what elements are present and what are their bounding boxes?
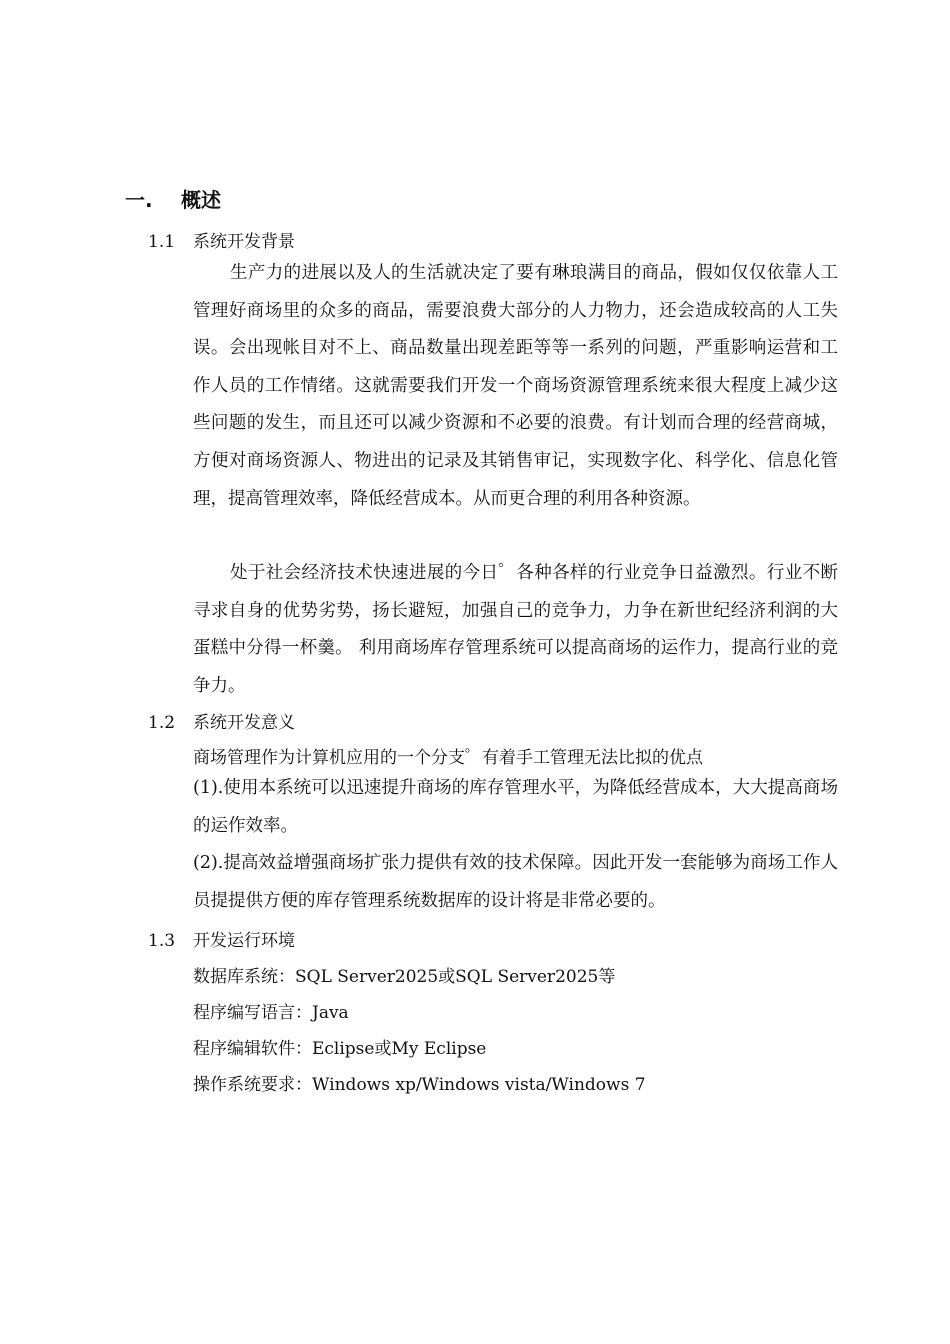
section-title: 系统开发意义 — [193, 713, 295, 733]
chapter-title: 概述 — [181, 188, 221, 212]
body-paragraph: 处于社会经济技术快速进展的今日゜各种各样的行业竞争日益激烈。行业不断寻求自身的优势劣势，扬长避短，加强自己的竞争力，力争在新世纪经济利润的大蛋糕中分得一杯羹。 利用商场库存管理系统可以提高商场的运作力，提高行业的竞争力。 — [193, 563, 838, 696]
section-title: 开发运行环境 — [193, 931, 295, 951]
section-heading-1-1 — [148, 227, 295, 252]
section-intro: 商场管理作为计算机应用的一个分支゜有着手工管理无法比拟的优点 — [193, 748, 703, 768]
section-number: 1.2 — [148, 713, 176, 733]
env-line-language: 程序编写语言：Java — [193, 1003, 349, 1023]
env-line-os: 操作系统要求：Windows xp/Windows vista/Windows 7 — [193, 1075, 646, 1095]
section-heading-1-3 — [148, 926, 295, 951]
section-number: 1.3 — [148, 931, 176, 951]
env-line-editor: 程序编辑软件：Eclipse或My Eclipse — [193, 1039, 487, 1059]
chapter-heading — [125, 184, 221, 213]
body-paragraph: 生产力的进展以及人的生活就决定了要有琳琅满目的商品，假如仅仅依靠人工管理好商场里的众多的商品，需要浪费大部分的人力物力，还会造成较高的人工失误。会出现帐目对不上、商品数量出现差距等等一系列的问题，严重影响运营和工作人员的工作情绪。这就需要我们开发一个商场资源管理系统来很大程度上减少这些问题的发生，而且还可以减少资源和不必要的浪费。有计划而合理的经营商城，方便对商场资源人、物进出的记录及其销售审记，实现数字化、科学化、信息化管理，提高管理效率，降低经营成本。从而更合理的利用各种资源。 — [193, 263, 838, 509]
section-title: 系统开发背景 — [193, 232, 295, 252]
list-item: (1).使用本系统可以迅速提升商场的库存管理水平，为降低经营成本，大大提高商场的运作效率。 — [193, 778, 838, 836]
list-item: (2).提高效益增强商场扩张力提供有效的技术保障。因此开发一套能够为商场工作人员提提供方便的库存管理系统数据库的设计将是非常必要的。 — [193, 853, 838, 911]
section-number: 1.1 — [148, 232, 176, 252]
section-heading-1-2 — [148, 708, 295, 733]
chapter-number: 一. — [125, 188, 153, 212]
env-line-database: 数据库系统：SQL Server2025或SQL Server2025等 — [193, 967, 616, 987]
